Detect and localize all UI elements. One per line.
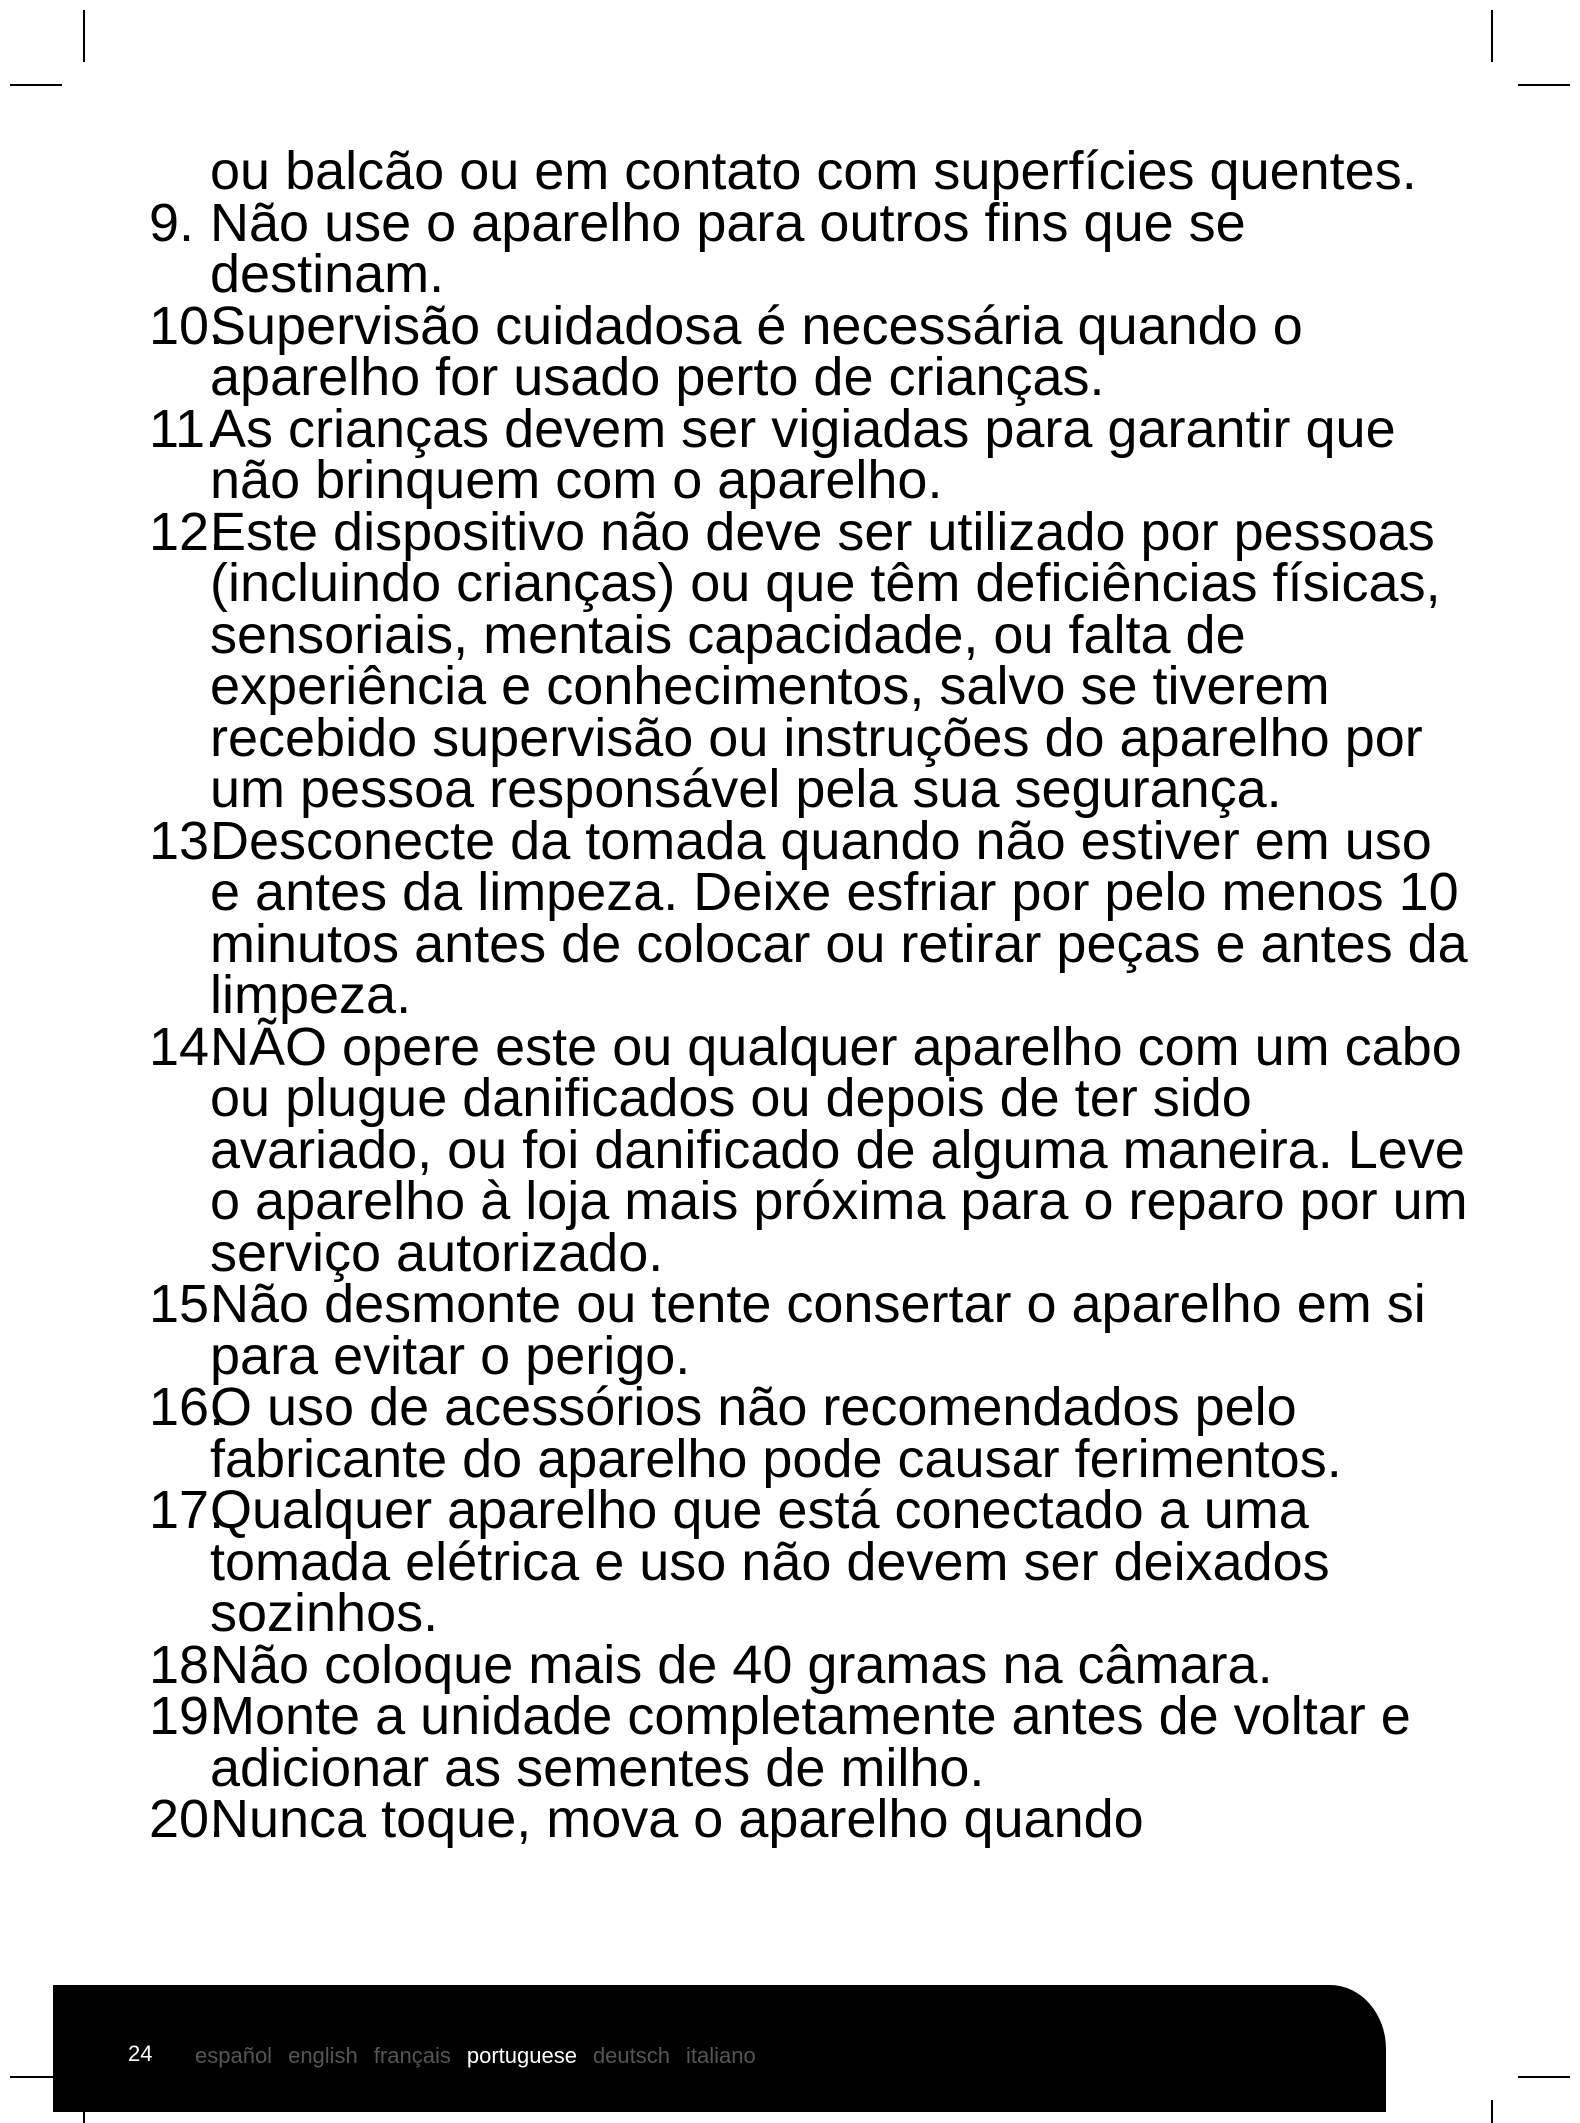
- page-number: 24: [128, 2041, 153, 2066]
- list-item: [149, 501, 1469, 819]
- language-link-english[interactable]: english: [288, 2043, 358, 2068]
- item-number: 14.: [149, 1016, 225, 1077]
- item-text: Qualquer aparelho que está conectado a uma tomada elétrica e uso não devem ser deixados sozinhos.: [210, 1480, 1330, 1643]
- crop-mark-top-right-vertical: [1491, 10, 1493, 62]
- item-text: Desconecte da tomada quando não estiver em uso e antes da limpeza. Deixe esfriar por pelo menos 10 minutos antes de colocar ou retirar peças e antes da limpeza.: [210, 810, 1468, 1025]
- list-item: [149, 1789, 1469, 1849]
- item-text: Não coloque mais de 40 gramas na câmara.: [210, 1634, 1273, 1695]
- item-text: Monte a unidade completamente antes de voltar e adicionar as sementes de milho.: [210, 1686, 1411, 1798]
- crop-mark-bottom-right-vertical: [1491, 2100, 1493, 2123]
- item-text: O uso de acessórios não recomendados pelo fabricante do aparelho pode causar ferimentos.: [210, 1377, 1342, 1489]
- item-number: 13.: [149, 810, 225, 871]
- numbered-items: [149, 192, 1469, 1849]
- list-item: [149, 398, 1469, 510]
- language-link-deutsch[interactable]: deutsch: [592, 2043, 670, 2068]
- item-text: Supervisão cuidadosa é necessária quando o aparelho for usado perto de crianças.: [210, 295, 1303, 407]
- list-item: [149, 1634, 1469, 1695]
- list-item: [149, 1686, 1469, 1798]
- item-text: Nunca toque, mova o aparelho quando: [210, 1789, 1144, 1849]
- item-number: 10.: [149, 295, 225, 356]
- language-link-español[interactable]: español: [195, 2043, 273, 2068]
- crop-mark-top-right-horizontal: [1518, 84, 1570, 86]
- item-number: 18.: [149, 1634, 225, 1695]
- item-text: NÃO opere este ou qualquer aparelho com um cabo ou plugue danificados ou depois de ter sido avariado, ou foi danificado de alguma maneira. Leve o aparelho à loja mais próxima para o reparo por um serviço autorizado.: [210, 1016, 1468, 1283]
- item-text: Não use o aparelho para outros fins que se destinam.: [210, 192, 1246, 304]
- crop-mark-top-left-horizontal: [10, 84, 62, 86]
- continuation-text: ou balcão ou em contato com superfícies quentes.: [210, 141, 1417, 201]
- language-nav: [195, 2043, 772, 2069]
- item-text: Não desmonte ou tente consertar o aparelho em si para evitar o perigo.: [210, 1274, 1426, 1386]
- continuation-paragraph: [149, 141, 1469, 201]
- item-text: Este dispositivo não deve ser utilizado por pessoas (incluindo crianças) ou que têm deficiências físicas, sensoriais, mentais capacidade, ou falta de experiência e conhecimentos, salvo se tiverem recebido supervisão ou instruções do aparelho por um pessoa responsável pela sua segurança.: [210, 501, 1441, 819]
- list-item: [149, 192, 1469, 304]
- item-number: 15.: [149, 1274, 225, 1334]
- language-link-français[interactable]: français: [373, 2043, 451, 2068]
- list-item: [149, 1480, 1469, 1643]
- item-number: 12.: [149, 501, 225, 562]
- list-item: [149, 1016, 1469, 1283]
- list-item: [149, 1274, 1469, 1386]
- item-text: As crianças devem ser vigiadas para garantir que não brinquem com o aparelho.: [210, 398, 1396, 510]
- language-link-portuguese[interactable]: portuguese: [466, 2043, 577, 2068]
- item-number: 19.: [149, 1686, 225, 1746]
- list-item: [149, 295, 1469, 407]
- item-number: 16.: [149, 1377, 225, 1437]
- list-item: [149, 1377, 1469, 1489]
- footer-bar: [53, 1985, 1386, 2112]
- list-item: [149, 810, 1469, 1025]
- instructions-list: [149, 141, 1469, 1849]
- item-number: 17.: [149, 1480, 225, 1540]
- language-link-italiano[interactable]: italiano: [686, 2043, 756, 2068]
- item-number: 11.: [149, 398, 221, 459]
- item-number: 20.: [149, 1789, 225, 1849]
- item-number: 9.: [149, 192, 195, 253]
- crop-mark-top-left-vertical: [83, 10, 85, 62]
- crop-mark-bottom-right-horizontal: [1518, 2076, 1570, 2078]
